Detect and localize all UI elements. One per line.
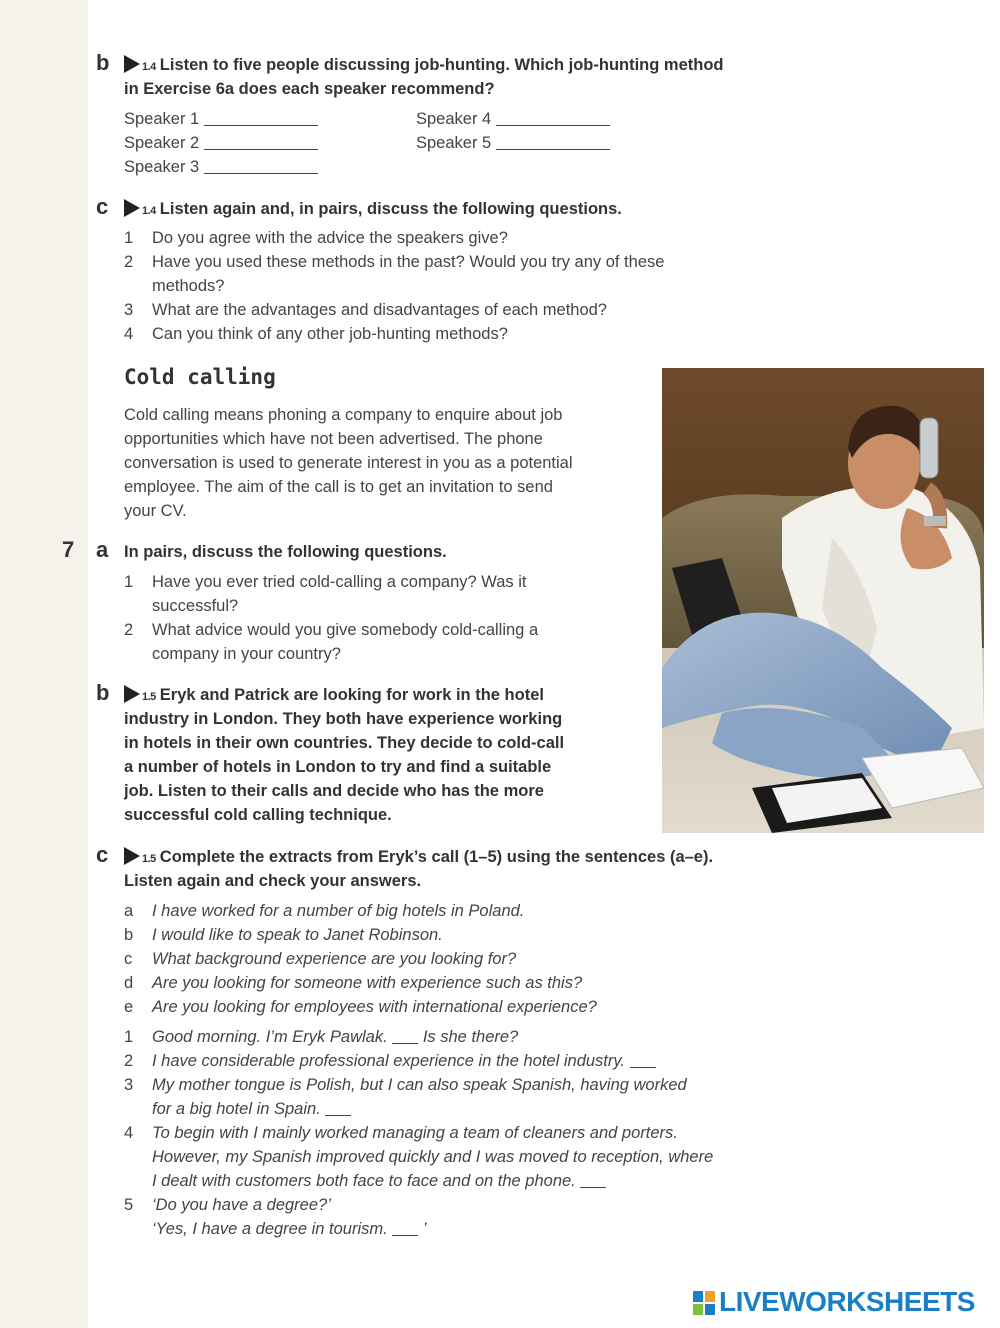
speaker-1-row: Speaker 1 bbox=[124, 107, 318, 131]
answer-blank[interactable] bbox=[325, 1103, 351, 1116]
cold-calling-text: Cold calling means phoning a company to enquire about job bbox=[124, 406, 563, 424]
audio-play-icon[interactable] bbox=[124, 847, 140, 865]
exercise-letter-b: b bbox=[96, 680, 110, 705]
speaker-1-blank[interactable] bbox=[204, 111, 318, 126]
audio-play-icon[interactable] bbox=[124, 55, 140, 73]
instruction-7b-line: successful cold calling technique. bbox=[124, 806, 392, 824]
speaker-2-row: Speaker 2 bbox=[124, 131, 318, 155]
speaker-2-blank[interactable] bbox=[204, 135, 318, 150]
instruction-7c-line2: Listen again and check your answers. bbox=[124, 872, 422, 890]
exercise-letter-a: a bbox=[96, 537, 109, 562]
instruction-7b-line: 1.5 Eryk and Patrick are looking for work in the hotel bbox=[124, 683, 544, 709]
exercise-letter-c: c bbox=[96, 842, 109, 867]
instruction-7b-line: in hotels in their own countries. They decide to cold-call bbox=[124, 734, 565, 752]
instruction-7a: In pairs, discuss the following questions. bbox=[124, 543, 447, 561]
instruction-c: 1.4 Listen again and, in pairs, discuss the following questions. bbox=[124, 197, 622, 223]
speaker-4-blank[interactable] bbox=[496, 111, 610, 126]
instruction-b-line2: in Exercise 6a does each speaker recommend? bbox=[124, 80, 495, 98]
instruction-7c-line1: 1.5 Complete the extracts from Eryk’s call (1–5) using the sentences (a–e). bbox=[124, 845, 713, 871]
instruction-7b-line: job. Listen to their calls and decide who has the more bbox=[124, 782, 544, 800]
answer-blank[interactable] bbox=[392, 1223, 418, 1236]
instruction-b-line1: 1.4 Listen to five people discussing job-hunting. Which job-hunting method bbox=[124, 53, 724, 79]
cold-calling-text: your CV. bbox=[124, 502, 187, 520]
answer-blank[interactable] bbox=[392, 1031, 418, 1044]
cold-calling-text: employee. The aim of the call is to get an invitation to send bbox=[124, 478, 553, 496]
exercise-letter-b: b bbox=[96, 50, 110, 75]
exercise-number-7: 7 bbox=[62, 537, 75, 562]
speaker-5-row: Speaker 5 bbox=[416, 131, 610, 155]
cold-calling-text: conversation is used to generate interest in you as a potential bbox=[124, 454, 573, 472]
track-number: 1.4 bbox=[142, 61, 156, 73]
speaker-5-blank[interactable] bbox=[496, 135, 610, 150]
instruction-7b-line: industry in London. They both have experience working bbox=[124, 710, 563, 728]
speaker-3-row: Speaker 3 bbox=[124, 155, 318, 179]
answer-blank[interactable] bbox=[630, 1055, 656, 1068]
page-gutter bbox=[0, 0, 88, 1328]
cold-calling-heading: Cold calling bbox=[124, 365, 276, 389]
liveworksheets-logo-text: LIVEWORKSHEETS bbox=[719, 1286, 975, 1317]
cold-calling-text: opportunities which have not been advertised. The phone bbox=[124, 430, 543, 448]
audio-play-icon[interactable] bbox=[124, 199, 140, 217]
answer-blank[interactable] bbox=[580, 1175, 606, 1188]
audio-play-icon[interactable] bbox=[124, 685, 140, 703]
speaker-4-row: Speaker 4 bbox=[416, 107, 610, 131]
liveworksheets-logo-icon bbox=[693, 1291, 715, 1315]
instruction-7b-line: a number of hotels in London to try and find a suitable bbox=[124, 758, 552, 776]
exercise-letter-c: c bbox=[96, 194, 109, 219]
speaker-3-blank[interactable] bbox=[204, 159, 318, 174]
man-on-phone-photo bbox=[662, 368, 984, 833]
